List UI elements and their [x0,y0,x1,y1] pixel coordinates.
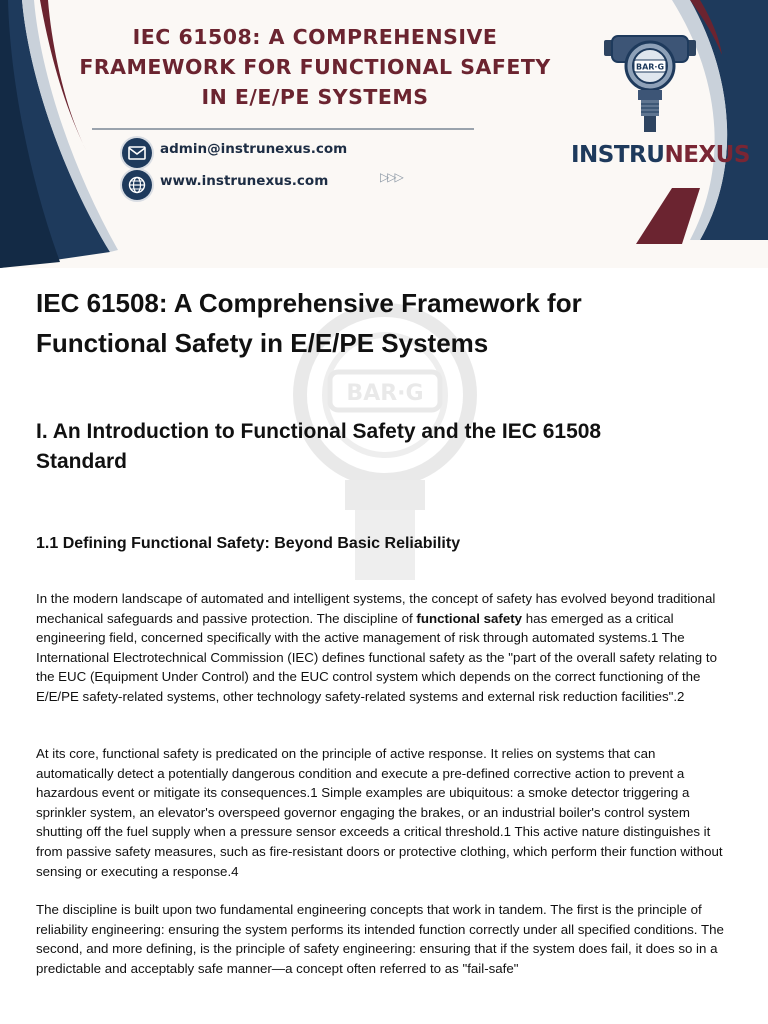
banner-title-line: IN E/E/PE SYSTEMS [201,85,429,109]
section-heading-line: Standard [36,450,128,473]
globe-icon [122,170,152,200]
brand-part-1: INSTRU [571,142,665,168]
website-link[interactable]: www.instrunexus.com [160,173,329,189]
banner-divider [92,128,474,130]
paragraph-3: The discipline is built upon two fundamental engineering concepts that work in tandem. The first is the principle of reliability engineering: ensuring the system performs its intended function correctly under all specified conditions. The second, and more defining, is the principle of safety engineering: ensuring that if the system does fail, it does so in a predictable and acceptably safe manner—a concept often referred to as "fail-safe" [36,902,724,976]
watermark-label: BAR·G [346,381,424,406]
pressure-transmitter-icon [602,28,698,140]
paragraph-text: has emerged as a critical engineering field, concerned specifically with the active management of risk through automated systems.1 The International Electrotechnical Commission (IEC) defines functional safety as the "part of the overall safety relating to the EUC (Equipment Under Control) and the EUC control system which depends on the correct functioning of the E/E/PE safety-related systems, other technology safety-related systems and external risk reduction facilities".2 [36,610,717,704]
paragraph-2: At its core, functional safety is predicated on the principle of active response. It relies on systems that can automatically detect a potentially dangerous condition and execute a pre-defined corrective action to prevent a hazardous event or mitigate its consequences.1 Simple examples are ubiquitous: a smoke detector triggering a sprinkler system, an elevator's overspeed governor engaging the brakes, or an industrial boiler's control system shutting off the fuel supply when a pressure sensor exceeds a critical threshold.1 This active nature distinguishes it from passive safety measures, such as fire-resistant doors or protective clothing, which perform their function without sensing or executing a response.4 [36,746,723,879]
email-row [122,140,347,166]
arrows-decoration: ▷▷▷ [380,170,402,184]
section-heading-line: I. An Introduction to Functional Safety and the IEC 61508 [36,420,602,443]
banner-title-line: IEC 61508: A COMPREHENSIVE [132,25,498,49]
website-row [122,172,347,198]
contact-info [122,140,347,198]
brand-logo [571,142,750,168]
document-title-line: IEC 61508: A Comprehensive Framework for [36,288,582,318]
subsection-heading: 1.1 Defining Functional Safety: Beyond Basic Reliability [36,535,461,552]
email-link[interactable]: admin@instrunexus.com [160,141,348,157]
email-icon [122,138,152,168]
banner-title-line: FRAMEWORK FOR FUNCTIONAL SAFETY [79,55,551,79]
banner-title [40,22,590,112]
brand-part-2: NEXUS [664,142,750,168]
header-banner [0,0,768,268]
paragraph-bold-term: functional safety [416,610,523,626]
device-label: BAR·G [635,62,665,72]
document-title-line: Functional Safety in E/E/PE Systems [36,328,489,358]
paragraph-1 [36,589,736,707]
paragraph-text: In the modern landscape of automated and intelligent systems, the concept of safety has evolved beyond traditional mechanical safeguards and passive protection. The discipline of [36,591,716,626]
document-title [36,283,736,363]
section-heading [36,417,601,477]
